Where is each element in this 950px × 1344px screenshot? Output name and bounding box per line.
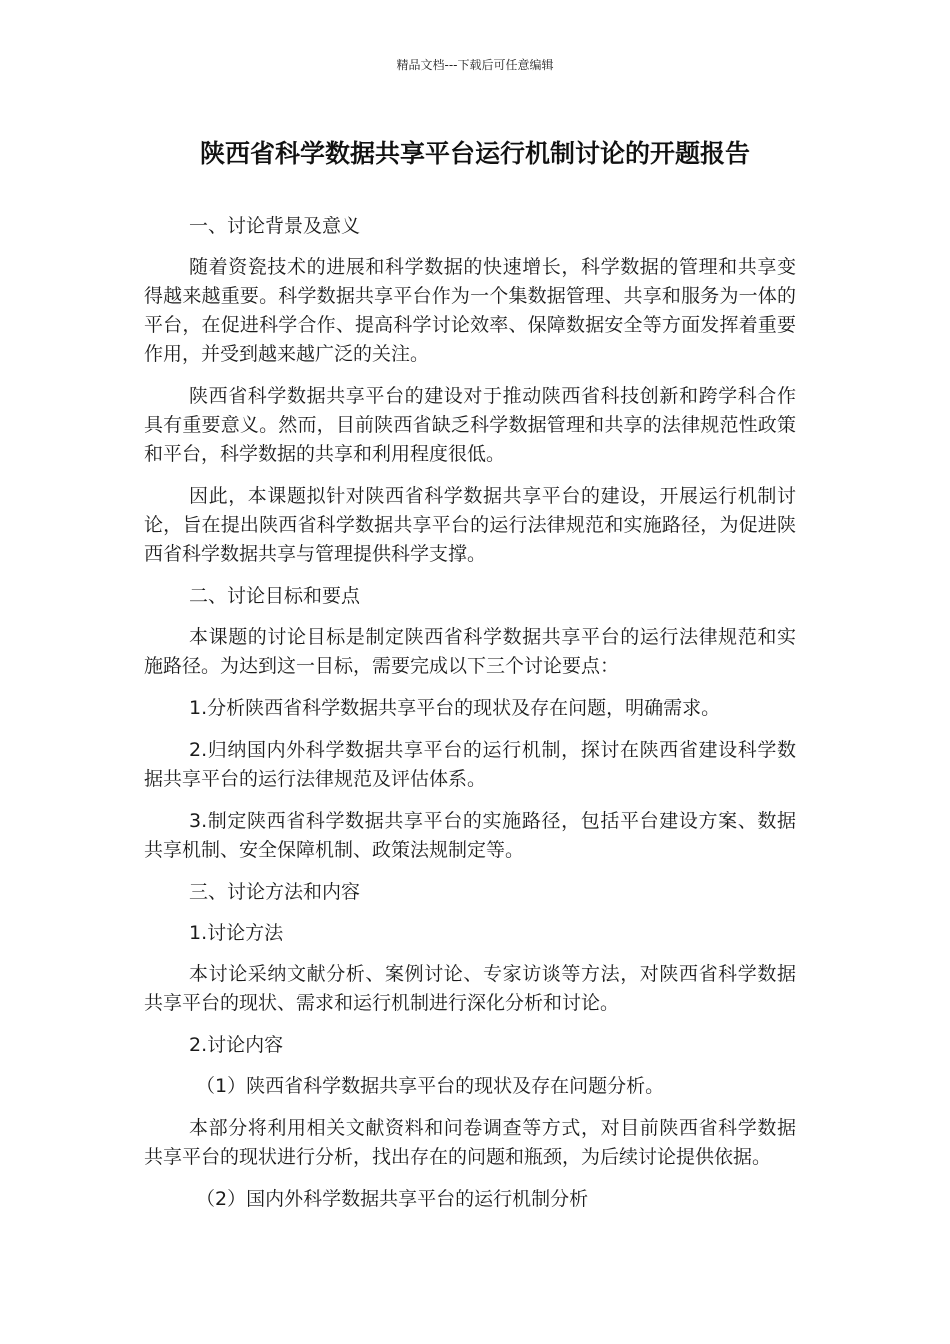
subsection-heading-content: 2.讨论内容: [189, 1034, 284, 1056]
page-header-note: 精品文档---下载后可任意编辑: [396, 58, 554, 72]
paragraph: 本部分将利用相关文献资料和问卷调查等方式，对目前陕西省科学数据共享平台的现状进行分析，找出存在的问题和瓶颈，为后续讨论提供依据。: [144, 1117, 796, 1168]
paragraph: 本讨论采纳文献分析、案例讨论、专家访谈等方法，对陕西省科学数据共享平台的现状、需求和运行机制进行深化分析和讨论。: [144, 963, 796, 1014]
paragraph: 因此，本课题拟针对陕西省科学数据共享平台的建设，开展运行机制讨论，旨在提出陕西省科学数据共享平台的运行法律规范和实施路径，为促进陕西省科学数据共享与管理提供科学支撑。: [144, 485, 796, 565]
section-heading-goals: 二、讨论目标和要点: [189, 585, 361, 607]
section-heading-background: 一、讨论背景及意义: [189, 215, 361, 237]
numbered-item: （1）陕西省科学数据共享平台的现状及存在问题分析。: [196, 1075, 665, 1097]
section-heading-methods: 三、讨论方法和内容: [189, 881, 361, 903]
paragraph: 本课题的讨论目标是制定陕西省科学数据共享平台的运行法律规范和实施路径。为达到这一目标，需要完成以下三个讨论要点：: [144, 626, 796, 677]
paragraph: 陕西省科学数据共享平台的建设对于推动陕西省科技创新和跨学科合作具有重要意义。然而，目前陕西省缺乏科学数据管理和共享的法律规范性政策和平台，科学数据的共享和利用程度很低。: [144, 385, 796, 465]
list-item: 1.分析陕西省科学数据共享平台的现状及存在问题，明确需求。: [189, 697, 721, 719]
numbered-item: （2）国内外科学数据共享平台的运行机制分析: [196, 1188, 589, 1210]
list-item: 2.归纳国内外科学数据共享平台的运行机制，探讨在陕西省建设科学数据共享平台的运行法律规范及评估体系。: [144, 739, 796, 790]
document-body: [144, 212, 796, 1214]
paragraph: 随着资瓷技术的进展和科学数据的快速增长，科学数据的管理和共享变得越来越重要。科学数据共享平台作为一个集数据管理、共享和服务为一体的平台，在促进科学合作、提高科学讨论效率、保障数据安全等方面发挥着重要作用，并受到越来越广泛的关注。: [144, 256, 796, 365]
list-item: 3.制定陕西省科学数据共享平台的实施路径，包括平台建设方案、数据共享机制、安全保障机制、政策法规制定等。: [144, 810, 796, 861]
document-title: 陕西省科学数据共享平台运行机制讨论的开题报告: [199, 139, 750, 168]
subsection-heading-methods: 1.讨论方法: [189, 922, 284, 944]
